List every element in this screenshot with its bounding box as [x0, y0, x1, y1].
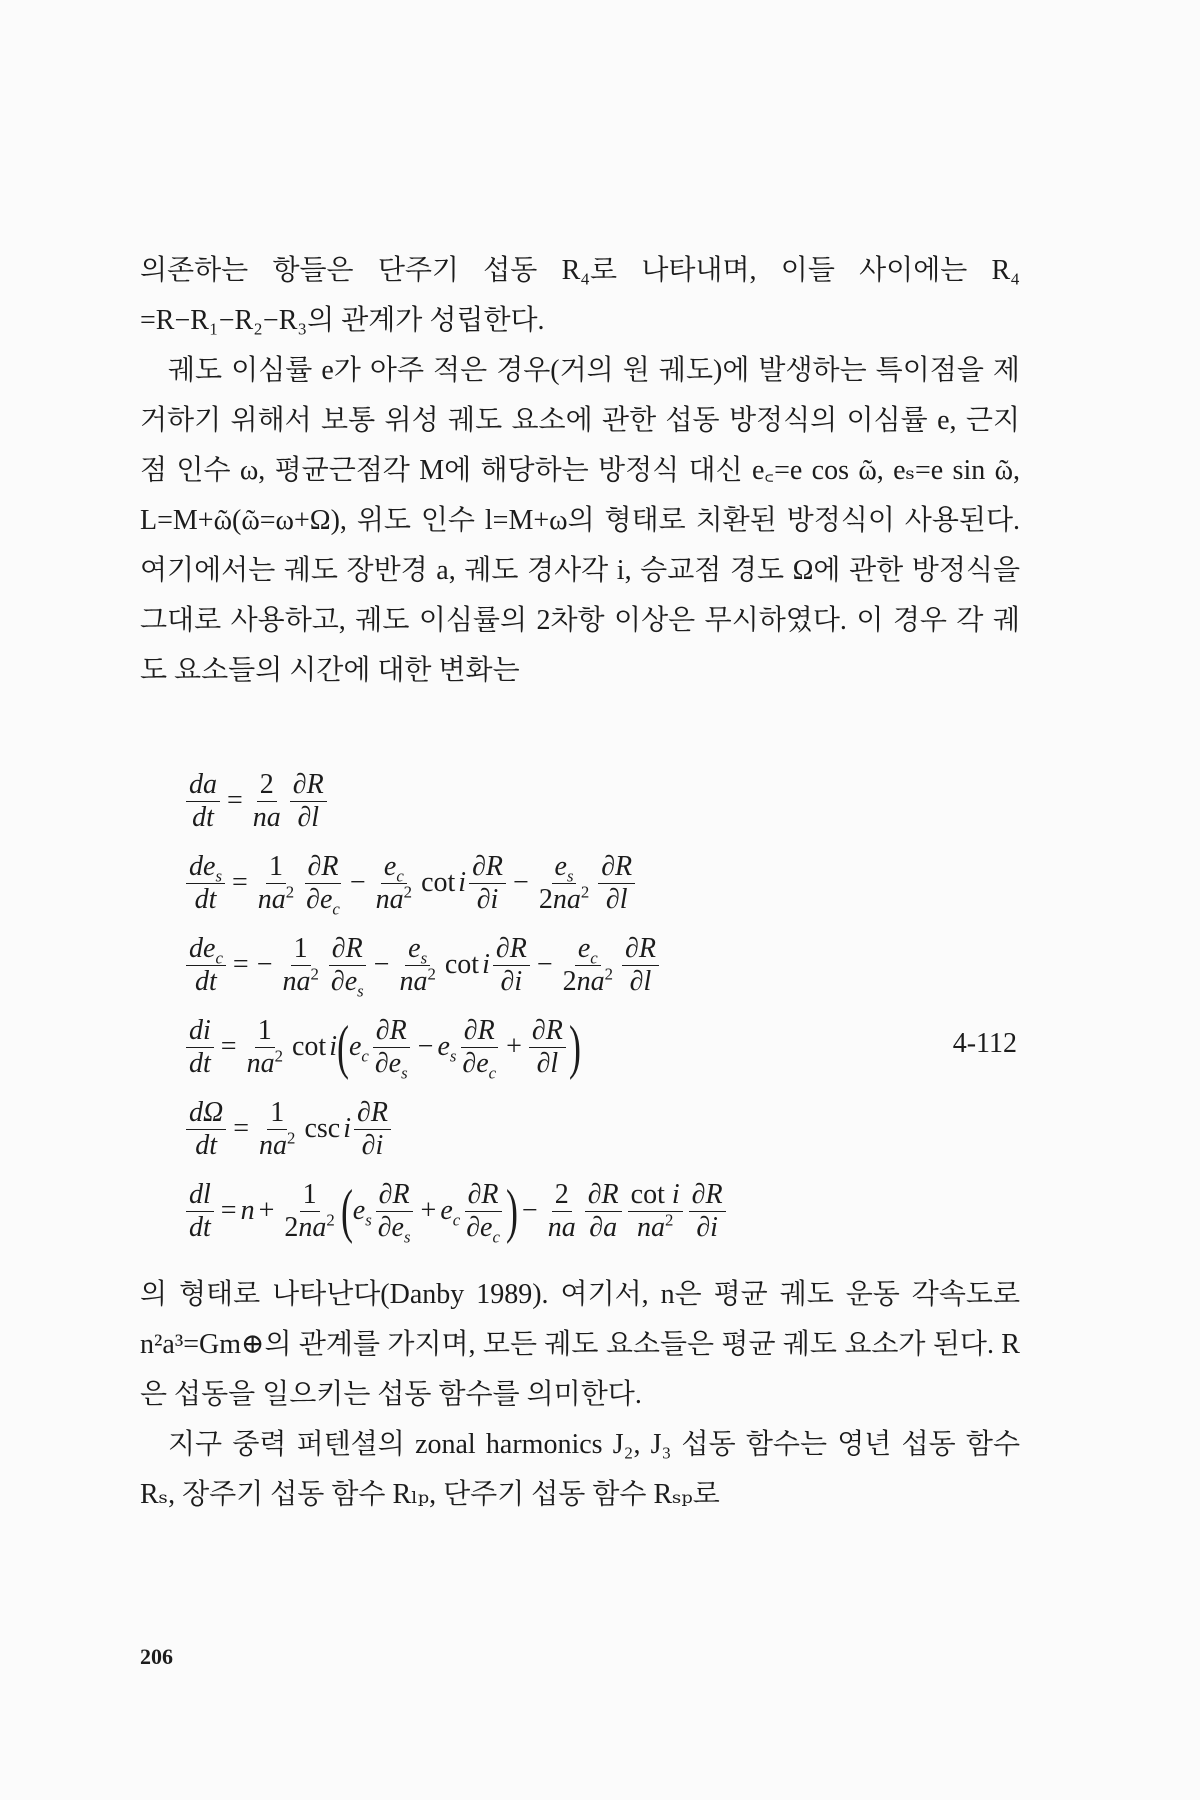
equation-system — [183, 760, 1043, 1252]
paragraph-4: 지구 중력 퍼텐셜의 zonal harmonics J₂, J₃ 섭동 함수는 영년 섭동 함수 Rₛ, 장주기 섭동 함수 Rₗₚ, 단주기 섭동 함수 Rₛₚ로 — [140, 1429, 1020, 1510]
equation-di-dt: $\frac{di}{dt}$ = $\frac{1}{na^2}$ cot i ( $e_c$ $\frac{\partial R}{\partial e_s}$ − $e_s$ $\frac{\partial R}{\partial e_c}$ + $\frac{\partial R}{\partial l}$ ) — [183, 1006, 1043, 1088]
equation-domega-dt: $\frac{d\Omega}{dt}$ = $\frac{1}{na^2}$ csc i $\frac{\partial R}{\partial i}$ — [183, 1088, 1043, 1170]
equation-dl-dt: $\frac{dl}{dt}$ = n + $\frac{1}{2na^2}$ ( $e_s$ $\frac{\partial R}{\partial e_s}$ + $e_c$ $\frac{\partial R}{\partial e_c}$ ) − $\frac{2}{na}$ $\frac{\partial R}{\partial a}$ $\frac{\text{cot i}}{na^2}$ $\frac{\partial R}{\partial i}$ — [183, 1170, 1043, 1252]
equation-des-dt: $\frac{de_s}{dt}$ = $\frac{1}{na^2}$ $\frac{\partial R}{\partial e_c}$ − $\frac{e_c}{na^2}$ cot i $\frac{\partial R}{\partial i}$ − $\frac{e_s}{2na^2}$ $\frac{\partial R}{\partial l}$ — [183, 842, 1043, 924]
body-text-top — [140, 246, 1020, 696]
equation-da-dt: $\frac{da}{dt}$ = $\frac{2}{na}$ $\frac{\partial R}{\partial l}$ — [183, 760, 1043, 842]
equation-dec-dt: $\frac{de_c}{dt}$ = − $\frac{1}{na^2}$ $\frac{\partial R}{\partial e_s}$ − $\frac{e_s}{na^2}$ cot i $\frac{\partial R}{\partial i}$ − $\frac{e_c}{2na^2}$ $\frac{\partial R}{\partial l}$ — [183, 924, 1043, 1006]
page-number: 206 — [140, 1644, 173, 1669]
equation-number: 4-112 — [952, 1028, 1017, 1059]
paragraph-2: 궤도 이심률 e가 아주 적은 경우(거의 원 궤도)에 발생하는 특이점을 제거하기 위해서 보통 위성 궤도 요소에 관한 섭동 방정식의 이심률 e, 근지점 인수 ω, 평균근점각 M에 해당하는 방정식 대신 e꜀=e cos ῶ, eₛ=e sin ῶ, L=M+ῶ(ῶ=ω+Ω), 위도 인수 l=M+ω의 형태로 치환된 방정식이 사용된다. 여기에서는 궤도 장반경 a, 궤도 경사각 i, 승교점 경도 Ω에 관한 방정식을 그대로 사용하고, 궤도 이심률의 2차항 이상은 무시하였다. 이 경우 각 궤도 요소들의 시간에 대한 변화는 — [140, 355, 1020, 686]
paragraph-1: 의존하는 항들은 단주기 섭동 R₄로 나타내며, 이들 사이에는 R₄ =R−R₁−R₂−R₃의 관계가 성립한다. — [140, 255, 1020, 336]
body-text-bottom — [140, 1270, 1020, 1520]
paragraph-3: 의 형태로 나타난다(Danby 1989). 여기서, n은 평균 궤도 운동 각속도로 n²a³=Gm⊕의 관계를 가지며, 모든 궤도 요소들은 평균 궤도 요소가 된다. R은 섭동을 일으키는 섭동 함수를 의미한다. — [140, 1279, 1020, 1410]
